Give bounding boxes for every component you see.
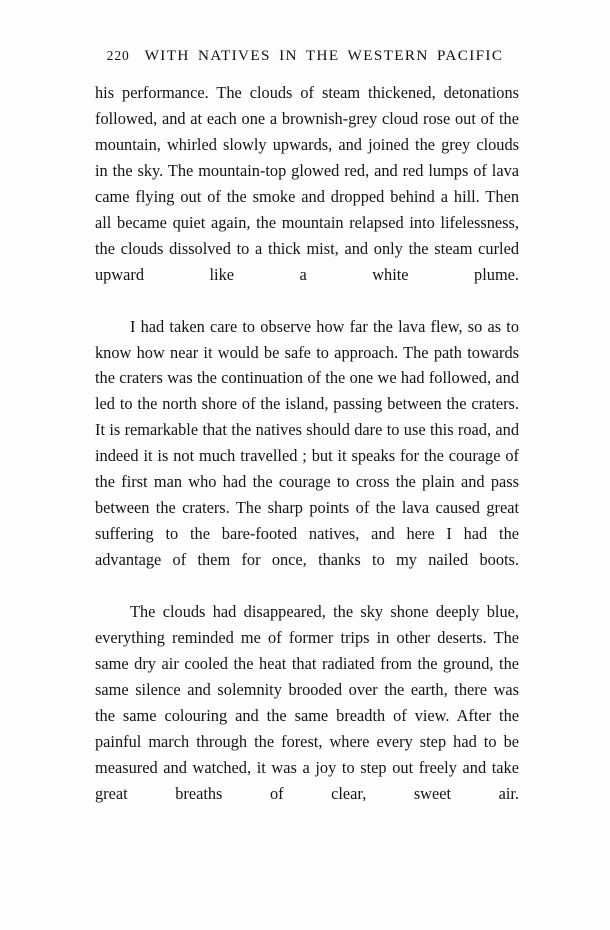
paragraph: his performance. The clouds of steam thickened, detonations followed, and at each one a brownish-grey cloud rose out of the mountain, whirled slowly upwards, and joined the grey clouds in the sky. The mountain-top glowed red, and red lumps of lava came flying out of the smoke and dropped behind a hill. Then all became quiet again, the mountain relapsed into lifelessness, the clouds dissolved to a thick mist, and only the steam curled upward like a white plume.	[95, 83, 519, 284]
running-head	[0, 47, 610, 65]
paragraph: The clouds had disappeared, the sky shone deeply blue, everything reminded me of former trips in other deserts. The same dry air cooled the heat that radiated from the ground, the same silence and solemnity brooded over the earth, there was the same colouring and the same breadth of view. After the painful march through the forest, where every step had to be measured and watched, it was a joy to step out freely and take great breaths of clear, sweet air.	[95, 602, 519, 803]
paragraph: I had taken care to observe how far the lava flew, so as to know how near it would be safe to approach. The path towards the craters was the continuation of the one we had followed, and led to the north shore of the island, passing between the craters. It is remarkable that the natives should dare to use this road, and indeed it is not much travelled ; but it speaks for the courage of the first man who had the courage to cross the plain and pass between the craters. The sharp points of the lava caused great suffering to the bare-footed natives, and here I had the advantage of them for once, thanks to my nailed boots.	[95, 316, 519, 570]
text-block	[95, 80, 519, 833]
page-number: 220	[106, 48, 130, 63]
running-head-title: WITH NATIVES IN THE WESTERN PACIFIC	[144, 47, 504, 64]
